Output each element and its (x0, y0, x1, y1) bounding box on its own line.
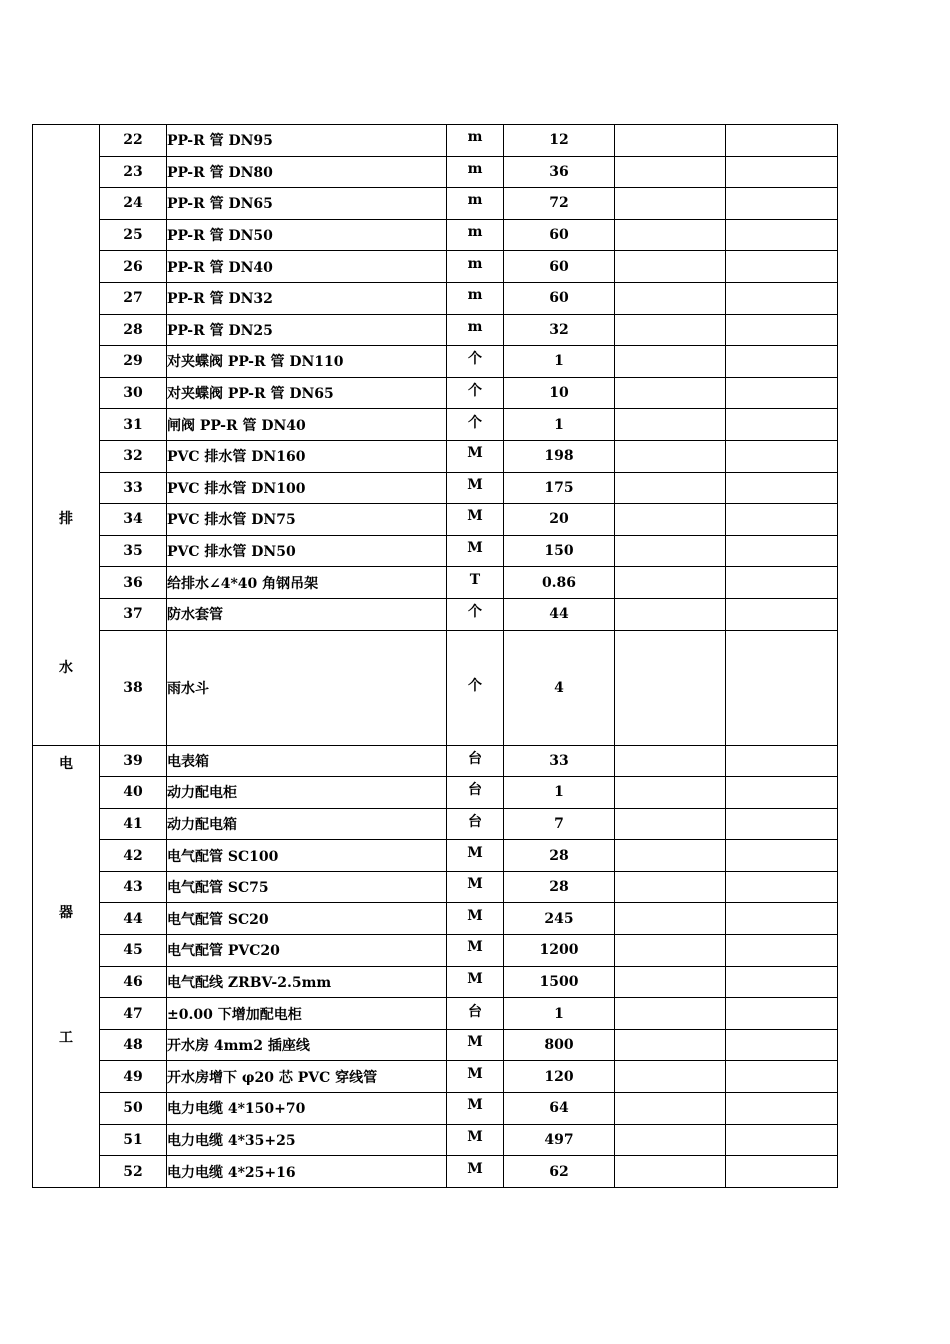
item-unit-text: M (467, 445, 483, 462)
item-number: 22 (100, 125, 167, 157)
item-number: 39 (100, 745, 167, 777)
category-char: 水 (59, 660, 73, 676)
empty-cell-price (615, 504, 726, 536)
item-quantity: 1 (504, 409, 615, 441)
item-name: PP-R 管 DN25 (167, 314, 447, 346)
empty-cell-amount (726, 472, 838, 504)
empty-cell-price (615, 567, 726, 599)
empty-cell-price (615, 966, 726, 998)
item-name: 闸阀 PP-R 管 DN40 (167, 409, 447, 441)
item-unit (447, 966, 504, 998)
item-unit-text: m (467, 129, 483, 146)
item-name: 电力电缆 4*35+25 (167, 1124, 447, 1156)
table-row (33, 998, 838, 1030)
table-row (33, 125, 838, 157)
category-char: 工 (59, 1029, 73, 1046)
empty-cell-price (615, 903, 726, 935)
item-number: 44 (100, 903, 167, 935)
empty-cell-price (615, 125, 726, 157)
table-row (33, 903, 838, 935)
item-unit-text: M (467, 1034, 483, 1051)
empty-cell-amount (726, 1156, 838, 1188)
empty-cell-amount (726, 808, 838, 840)
item-quantity: 10 (504, 377, 615, 409)
item-name: 开水房增下 φ20 芯 PVC 穿线管 (167, 1061, 447, 1093)
item-unit-text: M (467, 876, 483, 893)
table-row (33, 188, 838, 220)
item-number: 35 (100, 535, 167, 567)
table-row (33, 777, 838, 809)
item-unit (447, 630, 504, 745)
item-unit (447, 567, 504, 599)
item-name: 电气配管 SC20 (167, 903, 447, 935)
empty-cell-price (615, 777, 726, 809)
table-row (33, 409, 838, 441)
item-name: 电气配管 PVC20 (167, 935, 447, 967)
item-number: 43 (100, 871, 167, 903)
item-unit (447, 440, 504, 472)
item-name: 对夹蝶阀 PP-R 管 DN65 (167, 377, 447, 409)
item-name: PP-R 管 DN32 (167, 282, 447, 314)
item-quantity: 33 (504, 745, 615, 777)
empty-cell-amount (726, 567, 838, 599)
item-unit (447, 1061, 504, 1093)
item-name: 雨水斗 (167, 630, 447, 745)
item-number: 41 (100, 808, 167, 840)
item-name: 电气配管 SC100 (167, 840, 447, 872)
item-unit-text: 台 (468, 1003, 482, 1020)
item-unit (447, 188, 504, 220)
item-quantity: 72 (504, 188, 615, 220)
empty-cell-price (615, 377, 726, 409)
empty-cell-price (615, 156, 726, 188)
item-unit-text: M (467, 907, 483, 924)
item-unit-text: 个 (468, 677, 482, 694)
empty-cell-amount (726, 1029, 838, 1061)
table-row (33, 219, 838, 251)
item-quantity: 64 (504, 1093, 615, 1125)
item-unit-text: 个 (468, 604, 482, 621)
item-name: 电力电缆 4*25+16 (167, 1156, 447, 1188)
item-unit (447, 156, 504, 188)
item-unit (447, 745, 504, 777)
item-quantity: 1 (504, 777, 615, 809)
item-number: 52 (100, 1156, 167, 1188)
empty-cell-amount (726, 409, 838, 441)
item-number: 45 (100, 935, 167, 967)
item-unit-text: m (467, 287, 483, 304)
item-unit (447, 903, 504, 935)
item-quantity: 44 (504, 598, 615, 630)
category-cell (33, 125, 100, 746)
item-unit-text: m (467, 255, 483, 272)
item-name: 动力配电柜 (167, 777, 447, 809)
table-row (33, 567, 838, 599)
item-name: PP-R 管 DN95 (167, 125, 447, 157)
item-unit-text: m (467, 192, 483, 209)
empty-cell-amount (726, 440, 838, 472)
category-cell (33, 745, 100, 1187)
item-unit-text: 个 (468, 351, 482, 368)
item-quantity: 4 (504, 630, 615, 745)
table-row (33, 598, 838, 630)
table-row (33, 1061, 838, 1093)
item-unit (447, 1124, 504, 1156)
item-number: 36 (100, 567, 167, 599)
empty-cell-price (615, 598, 726, 630)
item-number: 23 (100, 156, 167, 188)
table-row (33, 630, 838, 745)
item-quantity: 198 (504, 440, 615, 472)
empty-cell-amount (726, 630, 838, 745)
category-label (33, 746, 99, 1187)
item-unit (447, 777, 504, 809)
item-name: 电力电缆 4*150+70 (167, 1093, 447, 1125)
item-name: 给排水∠4*40 角钢吊架 (167, 567, 447, 599)
item-unit-text: M (467, 1128, 483, 1145)
empty-cell-price (615, 409, 726, 441)
table-row (33, 966, 838, 998)
item-unit (447, 871, 504, 903)
item-quantity: 0.86 (504, 567, 615, 599)
empty-cell-amount (726, 219, 838, 251)
table-row (33, 377, 838, 409)
table-body (33, 125, 838, 1188)
empty-cell-amount (726, 125, 838, 157)
item-unit (447, 840, 504, 872)
item-unit-text: T (469, 571, 481, 588)
item-unit-text: M (467, 1160, 483, 1177)
item-name: PVC 排水管 DN160 (167, 440, 447, 472)
item-number: 37 (100, 598, 167, 630)
item-quantity: 32 (504, 314, 615, 346)
bill-of-quantities-table (32, 124, 838, 1188)
item-number: 50 (100, 1093, 167, 1125)
item-unit-text: m (467, 160, 483, 177)
item-name: 开水房 4mm2 插座线 (167, 1029, 447, 1061)
table-row (33, 282, 838, 314)
item-unit (447, 346, 504, 378)
empty-cell-price (615, 440, 726, 472)
empty-cell-price (615, 1029, 726, 1061)
empty-cell-amount (726, 346, 838, 378)
item-quantity: 60 (504, 251, 615, 283)
item-name: ±0.00 下增加配电柜 (167, 998, 447, 1030)
item-quantity: 28 (504, 840, 615, 872)
empty-cell-price (615, 745, 726, 777)
empty-cell-amount (726, 998, 838, 1030)
empty-cell-amount (726, 1124, 838, 1156)
item-number: 30 (100, 377, 167, 409)
item-unit-text: M (467, 540, 483, 557)
empty-cell-price (615, 998, 726, 1030)
item-unit (447, 998, 504, 1030)
item-quantity: 36 (504, 156, 615, 188)
item-unit-text: 台 (468, 813, 482, 830)
item-quantity: 120 (504, 1061, 615, 1093)
item-name: 对夹蝶阀 PP-R 管 DN110 (167, 346, 447, 378)
item-unit (447, 409, 504, 441)
item-number: 42 (100, 840, 167, 872)
item-quantity: 1500 (504, 966, 615, 998)
item-unit-text: m (467, 318, 483, 335)
item-number: 51 (100, 1124, 167, 1156)
item-quantity: 60 (504, 282, 615, 314)
item-quantity: 800 (504, 1029, 615, 1061)
empty-cell-price (615, 1093, 726, 1125)
empty-cell-amount (726, 1061, 838, 1093)
table-row (33, 808, 838, 840)
empty-cell-amount (726, 188, 838, 220)
item-name: 电表箱 (167, 745, 447, 777)
empty-cell-price (615, 314, 726, 346)
item-number: 38 (100, 630, 167, 745)
item-unit-text: M (467, 844, 483, 861)
item-unit (447, 219, 504, 251)
empty-cell-amount (726, 777, 838, 809)
item-number: 34 (100, 504, 167, 536)
item-unit (447, 935, 504, 967)
item-unit-text: M (467, 1065, 483, 1082)
item-quantity: 12 (504, 125, 615, 157)
item-quantity: 1 (504, 998, 615, 1030)
item-unit (447, 251, 504, 283)
item-name: 电气配管 SC75 (167, 871, 447, 903)
empty-cell-amount (726, 251, 838, 283)
item-unit (447, 598, 504, 630)
item-name: PP-R 管 DN65 (167, 188, 447, 220)
item-number: 47 (100, 998, 167, 1030)
item-unit-text: M (467, 476, 483, 493)
item-name: PP-R 管 DN80 (167, 156, 447, 188)
category-char: 排 (59, 511, 73, 527)
empty-cell-price (615, 871, 726, 903)
item-quantity: 1 (504, 346, 615, 378)
empty-cell-amount (726, 935, 838, 967)
item-unit (447, 377, 504, 409)
category-char: 器 (59, 904, 73, 921)
item-number: 29 (100, 346, 167, 378)
item-unit (447, 535, 504, 567)
item-name: PVC 排水管 DN75 (167, 504, 447, 536)
table-row (33, 504, 838, 536)
item-name: 动力配电箱 (167, 808, 447, 840)
item-quantity: 497 (504, 1124, 615, 1156)
category-char: 电 (59, 755, 73, 772)
item-unit-text: 台 (468, 782, 482, 799)
table-row (33, 472, 838, 504)
item-unit (447, 472, 504, 504)
empty-cell-price (615, 935, 726, 967)
empty-cell-price (615, 630, 726, 745)
item-quantity: 62 (504, 1156, 615, 1188)
item-number: 46 (100, 966, 167, 998)
empty-cell-price (615, 808, 726, 840)
item-unit (447, 504, 504, 536)
item-unit-text: 个 (468, 383, 482, 400)
item-quantity: 245 (504, 903, 615, 935)
item-quantity: 1200 (504, 935, 615, 967)
item-quantity: 175 (504, 472, 615, 504)
table-row (33, 745, 838, 777)
item-unit (447, 314, 504, 346)
item-quantity: 20 (504, 504, 615, 536)
empty-cell-amount (726, 598, 838, 630)
empty-cell-amount (726, 840, 838, 872)
table-row (33, 1093, 838, 1125)
item-number: 24 (100, 188, 167, 220)
empty-cell-price (615, 1124, 726, 1156)
table-row (33, 1029, 838, 1061)
item-name: 防水套管 (167, 598, 447, 630)
table-row (33, 440, 838, 472)
empty-cell-amount (726, 966, 838, 998)
item-unit (447, 1093, 504, 1125)
item-number: 27 (100, 282, 167, 314)
item-number: 28 (100, 314, 167, 346)
table-row (33, 1156, 838, 1188)
table-row (33, 935, 838, 967)
item-name: PP-R 管 DN50 (167, 219, 447, 251)
empty-cell-price (615, 1156, 726, 1188)
item-number: 33 (100, 472, 167, 504)
table-row (33, 346, 838, 378)
item-unit (447, 282, 504, 314)
empty-cell-amount (726, 745, 838, 777)
empty-cell-amount (726, 871, 838, 903)
empty-cell-price (615, 219, 726, 251)
item-quantity: 150 (504, 535, 615, 567)
item-unit (447, 1029, 504, 1061)
empty-cell-price (615, 188, 726, 220)
table-row (33, 156, 838, 188)
table-row (33, 1124, 838, 1156)
empty-cell-amount (726, 156, 838, 188)
item-number: 31 (100, 409, 167, 441)
item-number: 49 (100, 1061, 167, 1093)
item-quantity: 7 (504, 808, 615, 840)
empty-cell-price (615, 535, 726, 567)
item-unit (447, 125, 504, 157)
empty-cell-amount (726, 1093, 838, 1125)
item-unit (447, 1156, 504, 1188)
empty-cell-price (615, 1061, 726, 1093)
item-unit-text: m (467, 224, 483, 241)
table-row (33, 871, 838, 903)
table-row (33, 314, 838, 346)
empty-cell-price (615, 472, 726, 504)
empty-cell-price (615, 251, 726, 283)
empty-cell-amount (726, 282, 838, 314)
item-name: PVC 排水管 DN50 (167, 535, 447, 567)
item-number: 32 (100, 440, 167, 472)
item-unit-text: M (467, 970, 483, 987)
item-name: PVC 排水管 DN100 (167, 472, 447, 504)
item-quantity: 28 (504, 871, 615, 903)
table-row (33, 535, 838, 567)
empty-cell-price (615, 840, 726, 872)
empty-cell-price (615, 282, 726, 314)
item-unit-text: M (467, 508, 483, 525)
empty-cell-amount (726, 535, 838, 567)
table-row (33, 840, 838, 872)
item-number: 26 (100, 251, 167, 283)
empty-cell-amount (726, 314, 838, 346)
item-name: 电气配线 ZRBV-2.5mm (167, 966, 447, 998)
item-quantity: 60 (504, 219, 615, 251)
item-unit (447, 808, 504, 840)
item-unit-text: M (467, 939, 483, 956)
item-number: 25 (100, 219, 167, 251)
item-name: PP-R 管 DN40 (167, 251, 447, 283)
item-unit-text: 个 (468, 414, 482, 431)
table-row (33, 251, 838, 283)
item-number: 40 (100, 777, 167, 809)
item-number: 48 (100, 1029, 167, 1061)
empty-cell-amount (726, 377, 838, 409)
item-unit-text: M (467, 1097, 483, 1114)
empty-cell-amount (726, 504, 838, 536)
item-unit-text: 台 (468, 750, 482, 767)
category-label (33, 125, 99, 745)
empty-cell-price (615, 346, 726, 378)
empty-cell-amount (726, 903, 838, 935)
